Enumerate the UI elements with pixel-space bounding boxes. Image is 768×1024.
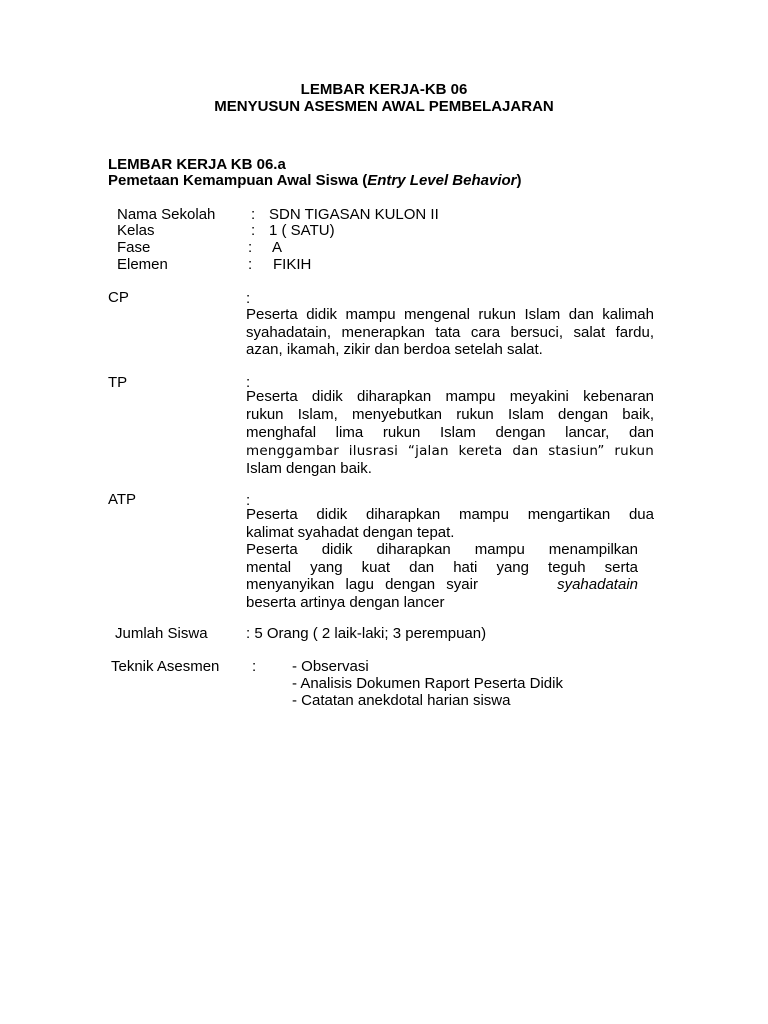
assessment-technique-list <box>292 658 563 709</box>
list-item: - Analisis Dokumen Raport Peserta Didik <box>292 675 563 692</box>
tp-line: Peserta didik diharapkan mampu meyakini kebenaran <box>246 388 654 405</box>
identity-value-school: SDN TIGASAN KULON II <box>269 206 439 223</box>
atp-line-row <box>246 576 638 594</box>
description-italic: Entry Level Behavior <box>367 172 517 189</box>
assessment-technique-label: Teknik Asesmen <box>111 658 220 675</box>
identity-label-phase: Fase <box>117 239 151 256</box>
tp-line: menggambar ilusrasi “jalan kereta dan stasiun” rukun <box>246 443 654 459</box>
worksheet-code: LEMBAR KERJA KB 06.a <box>108 156 286 173</box>
identity-value-phase: A <box>272 239 283 256</box>
atp-line: Peserta didik diharapkan mampu menampilkan <box>246 541 638 558</box>
atp-colon: : <box>246 492 251 509</box>
description-prefix: Pemetaan Kemampuan Awal Siswa ( <box>108 172 368 189</box>
atp-label: ATP <box>108 491 137 508</box>
identity-label-class: Kelas <box>117 222 155 239</box>
atp-text <box>246 506 654 611</box>
cp-line: azan, ikamah, zikir dan berdoa setelah salat. <box>246 341 543 358</box>
atp-line-with-italic <box>246 576 654 594</box>
identity-value-class: 1 ( SATU) <box>269 222 335 239</box>
worksheet-description <box>108 172 522 189</box>
description-suffix: ) <box>516 172 522 189</box>
list-item: - Catatan anekdotal harian siswa <box>292 692 511 709</box>
identity-colon-school: : <box>251 206 256 223</box>
identity-colon-class: : <box>251 222 256 239</box>
cp-label: CP <box>108 289 129 306</box>
atp-line: beserta artinya dengan lancer <box>246 593 445 611</box>
identity-label-school: Nama Sekolah <box>117 206 216 223</box>
identity-value-element: FIKIH <box>273 256 312 273</box>
atp-italic-word: syahadatain <box>557 576 638 593</box>
tp-text <box>246 388 654 478</box>
tp-line: rukun Islam, menyebutkan rukun Islam dengan baik, <box>246 406 654 423</box>
cp-line: syahadatain, menerapkan tata cara bersuci, salat fardu, <box>246 323 654 341</box>
document-subtitle: MENYUSUN ASESMEN AWAL PEMBELAJARAN <box>214 98 554 115</box>
assessment-technique-colon: : <box>252 658 257 675</box>
cp-line: Peserta didik mampu mengenal rukun Islam dan kalimah <box>246 306 654 323</box>
student-count-value: : 5 Orang ( 2 laik-laki; 3 perempuan) <box>246 625 487 642</box>
document-title: LEMBAR KERJA-KB 06 <box>300 81 468 98</box>
atp-line: Peserta didik diharapkan mampu mengartikan dua <box>246 506 654 523</box>
identity-colon-element: : <box>248 256 253 273</box>
cp-colon: : <box>246 290 251 307</box>
cp-text <box>246 306 654 359</box>
atp-line: kalimat syahadat dengan tepat. <box>246 523 455 541</box>
list-item: - Observasi <box>292 658 369 675</box>
tp-line: menghafal lima rukun Islam dengan lancar, dan <box>246 424 654 441</box>
tp-label: TP <box>108 374 128 391</box>
identity-label-element: Elemen <box>117 256 168 273</box>
atp-line: mental yang kuat dan hati yang teguh serta <box>246 558 638 576</box>
identity-colon-phase: : <box>248 239 253 256</box>
student-count-label: Jumlah Siswa <box>115 625 208 642</box>
atp-line-start: menyanyikan lagu dengan syair <box>246 576 478 593</box>
tp-colon: : <box>246 374 251 391</box>
tp-line: Islam dengan baik. <box>246 460 372 477</box>
